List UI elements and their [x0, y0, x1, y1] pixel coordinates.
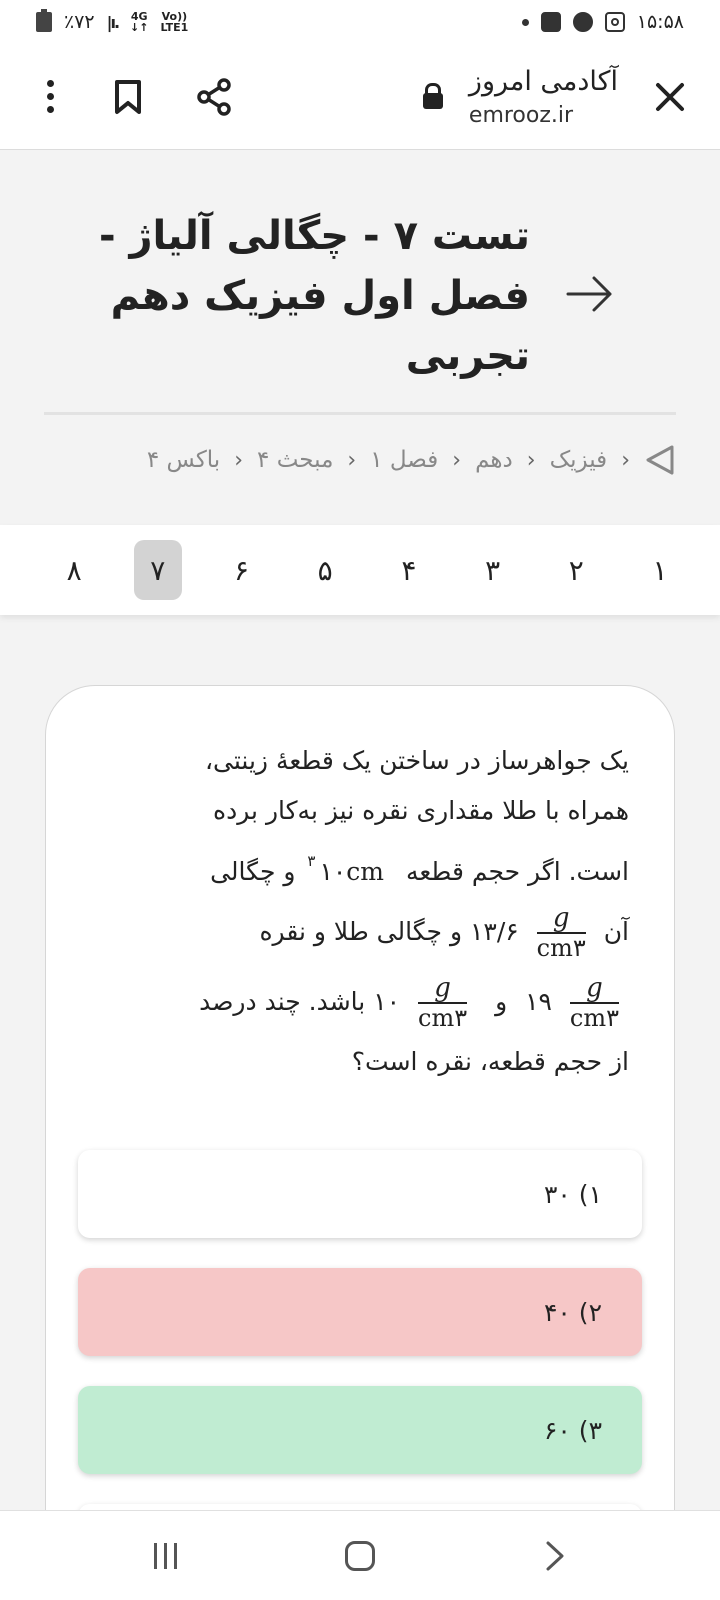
answer-option-3-correct[interactable]: ۳) ۶۰	[78, 1386, 642, 1474]
menu-button[interactable]	[28, 75, 72, 119]
gold-density-unit: $\frac{g}{cm۳}$	[569, 973, 619, 1032]
breadcrumb-item[interactable]: دهم	[475, 447, 513, 473]
recent-apps-button[interactable]	[154, 1543, 177, 1569]
question-tab[interactable]: ۱	[652, 553, 668, 587]
chevron-icon: ‹	[347, 447, 357, 473]
density-unit: $\frac{g}{cm۳}$	[536, 903, 586, 962]
question-tab[interactable]: ۸	[66, 553, 82, 587]
silver-density: ۱۰	[373, 987, 401, 1016]
share-button[interactable]	[192, 75, 236, 119]
browser-toolbar	[0, 44, 720, 150]
signal-icon: |ı.	[106, 12, 119, 32]
status-left	[36, 11, 188, 33]
silver-density-unit: $\frac{g}{cm۳}$	[418, 973, 468, 1032]
question-tab[interactable]: ۴	[401, 553, 417, 587]
density-value: ۱۳/۶	[469, 917, 519, 946]
breadcrumb-item[interactable]: مبحث ۴	[257, 447, 334, 473]
address-bar[interactable]	[236, 66, 648, 128]
arrow-right-icon	[564, 268, 616, 320]
site-name: آکادمی امروز	[468, 65, 618, 97]
app-notification-icon	[573, 12, 593, 32]
chevron-icon: ‹	[234, 447, 244, 473]
status-right	[522, 11, 684, 33]
home-button[interactable]	[345, 1541, 375, 1571]
site-domain: emrooz.ir	[468, 102, 574, 128]
play-icon[interactable]	[644, 443, 676, 477]
breadcrumb-item[interactable]: باکس ۴	[146, 447, 221, 473]
question-tab[interactable]: ۵	[317, 553, 333, 587]
volume-value: $^۳$ ۱۰cm	[307, 852, 385, 886]
question-text: یک جواهرساز در ساختن یک قطعهٔ زینتی، همراه با طلا مقداری نقره نیز به‌کار برده است. اگر حجم قطعه $^۳$ ۱۰cm و چگالی آن $\frac{g}{cm۳}$ ۱۳/۶ و چگالی طلا و نقره $\frac{g}{cm۳}$ ۱۹ و $\frac{g}{cm۳}$ ۱۰ باشد. چند درصد از حجم قطعه، نقره است؟	[199, 746, 629, 1076]
title-area	[0, 150, 720, 525]
question-tabs	[0, 525, 720, 615]
bookmark-button[interactable]	[106, 75, 150, 119]
breadcrumb-item[interactable]: فیزیک	[549, 447, 608, 473]
battery-icon	[36, 12, 52, 32]
bookmark-icon	[113, 79, 143, 115]
chevron-icon: ‹	[621, 447, 630, 473]
battery-level: ٪۷۲	[64, 11, 95, 33]
answer-option-2-wrong[interactable]: ۲) ۴۰	[78, 1268, 642, 1356]
close-icon	[655, 82, 685, 112]
share-icon	[196, 78, 232, 116]
url-text	[469, 66, 618, 128]
gallery-icon	[541, 12, 561, 32]
network-type-icon: 4G ↓↑	[130, 10, 149, 34]
question-card	[45, 685, 675, 1600]
breadcrumb	[44, 434, 676, 486]
clock: ۱۵:۵۸	[636, 11, 684, 33]
title-divider	[44, 412, 676, 415]
question-tab-active[interactable]: ۷	[134, 540, 182, 600]
notification-dot-icon	[522, 19, 529, 26]
lock-icon	[423, 93, 443, 109]
answer-option-1[interactable]: ۱) ۳۰	[78, 1150, 642, 1238]
gold-density: ۱۹	[525, 987, 552, 1016]
system-nav-bar	[0, 1510, 720, 1600]
more-vertical-icon	[47, 80, 54, 113]
back-button[interactable]	[544, 1540, 566, 1572]
volte-icon: Vo)) LTE1	[160, 10, 189, 34]
question-tab[interactable]: ۳	[485, 553, 501, 587]
breadcrumb-item[interactable]: فصل ۱	[370, 447, 439, 473]
status-bar	[0, 0, 720, 44]
close-button[interactable]	[648, 75, 692, 119]
page-title: تست ۷ - چگالی آلیاژ - فصل اول فیزیک دهم تجربی	[98, 213, 530, 379]
chevron-icon: ‹	[452, 447, 462, 473]
question-tab[interactable]: ۲	[568, 553, 584, 587]
instagram-icon	[605, 12, 625, 32]
question-tab[interactable]: ۶	[233, 553, 250, 587]
chevron-icon: ‹	[526, 447, 536, 473]
back-arrow-button[interactable]	[564, 268, 616, 320]
